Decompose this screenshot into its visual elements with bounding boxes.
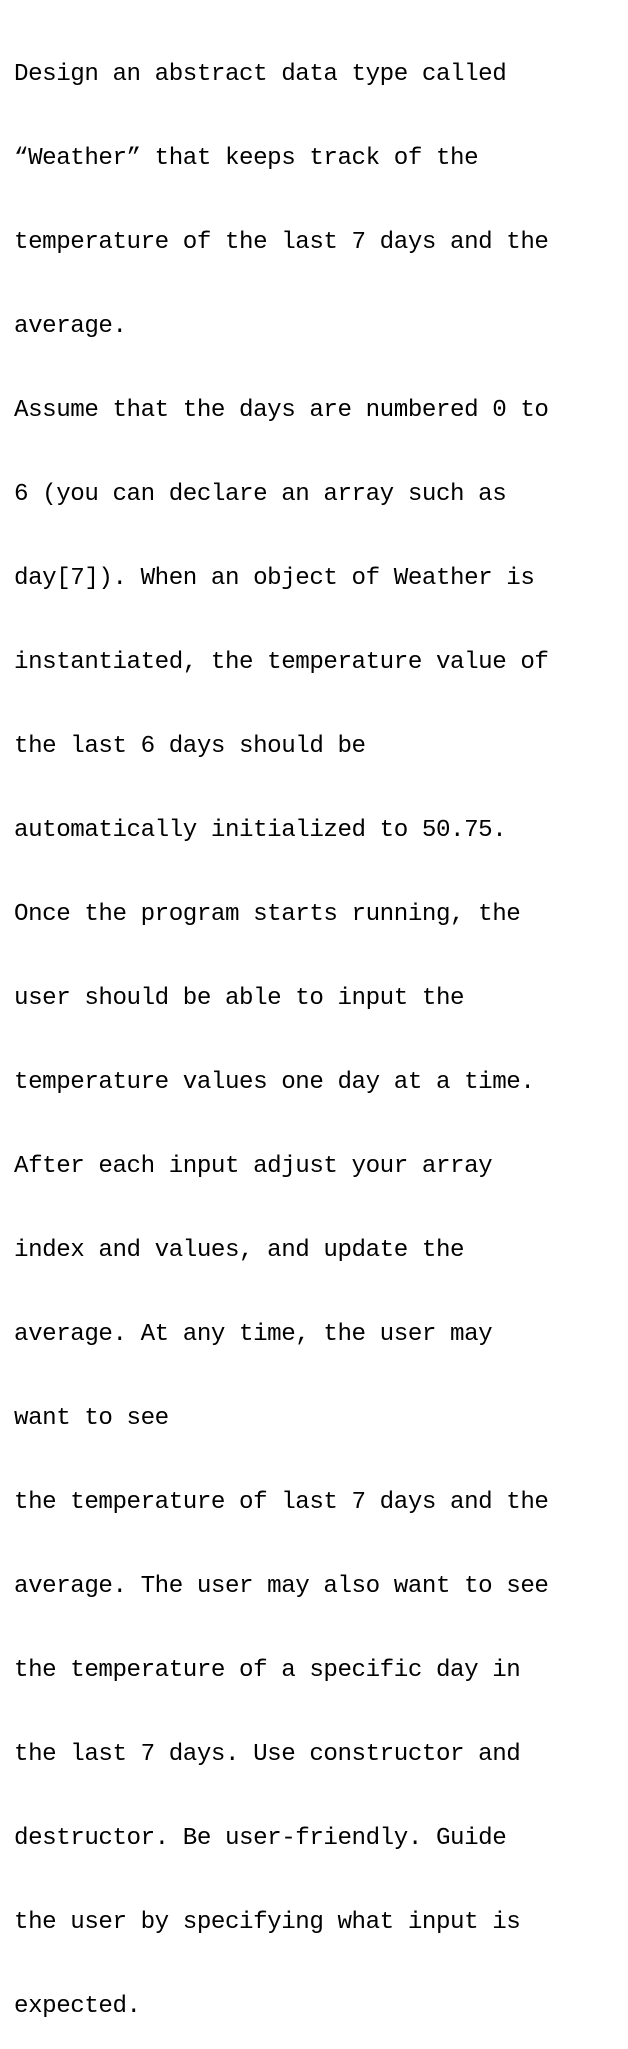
text-line: index and values, and update the	[14, 1237, 465, 1264]
text-line: Design an abstract data type called	[14, 61, 507, 88]
text-line: the temperature of a specific day in	[14, 1657, 521, 1684]
text-line: average.	[14, 313, 127, 340]
text-line: “Weather” that keeps track of the	[14, 145, 479, 172]
text-line: average. The user may also want to see	[14, 1573, 549, 1600]
text-line: After each input adjust your array	[14, 1153, 493, 1180]
text-line: user should be able to input the	[14, 985, 465, 1012]
text-line: day[7]). When an object of Weather is	[14, 565, 535, 592]
text-line: the last 7 days. Use constructor and	[14, 1741, 521, 1768]
text-line: destructor. Be user-friendly. Guide	[14, 1825, 507, 1852]
text-line: temperature of the last 7 days and the	[14, 229, 549, 256]
text-line: 6 (you can declare an array such as	[14, 481, 507, 508]
text-line: average. At any time, the user may	[14, 1321, 493, 1348]
text-line: the last 6 days should be	[14, 733, 366, 760]
text-line: Assume that the days are numbered 0 to	[14, 397, 549, 424]
text-line: Once the program starts running, the	[14, 901, 521, 928]
text-line: expected.	[14, 1993, 141, 2020]
text-line: the temperature of last 7 days and the	[14, 1489, 549, 1516]
text-line: the user by specifying what input is	[14, 1909, 521, 1936]
text-line: want to see	[14, 1405, 169, 1432]
assignment-text	[14, 5, 624, 2049]
text-line: automatically initialized to 50.75.	[14, 817, 507, 844]
text-line: instantiated, the temperature value of	[14, 649, 549, 676]
text-line: temperature values one day at a time.	[14, 1069, 535, 1096]
